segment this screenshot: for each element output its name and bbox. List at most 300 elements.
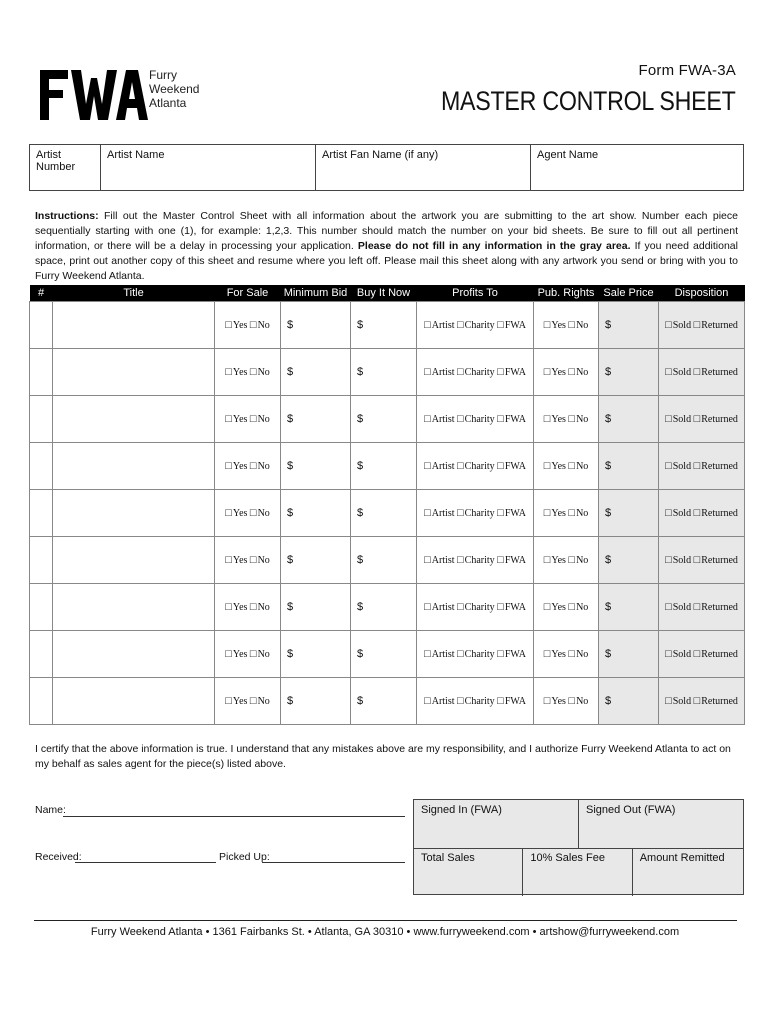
dollar-sign: $ [287,319,294,331]
logo-line-1: Furry [149,68,177,82]
amount-remitted-label: Amount Remitted [639,852,725,864]
title-cell[interactable] [53,537,215,584]
fwa-checkbox[interactable] [497,320,526,331]
pub-rights-cell[interactable] [534,490,599,537]
sales-fee-field[interactable] [523,848,632,896]
col-disposition-header: Disposition [659,285,745,302]
yes-label: Yes [232,508,248,519]
picked-up-label: Picked Up: [219,851,270,863]
charity-label: Charity [464,461,495,472]
profits-to-cell[interactable] [417,349,534,396]
title-cell[interactable] [53,443,215,490]
artist-number-field[interactable] [30,145,101,190]
artist-label: Artist [431,320,455,331]
for-sale-cell[interactable] [215,584,281,631]
disposition-cell [659,631,745,678]
dollar-sign: $ [357,601,364,613]
table-row [30,537,745,584]
instructions-bold: Please do not fill in any information in the gray area. [357,240,631,252]
yes-label: Yes [232,649,248,660]
charity-checkbox[interactable] [457,367,495,378]
agent-name-label: Agent Name [537,149,599,161]
footer-rule [34,920,737,921]
dollar-sign: $ [605,648,612,660]
no-label: No [257,461,270,472]
yes-checkbox[interactable] [544,602,566,613]
for-sale-cell[interactable] [215,396,281,443]
charity-checkbox[interactable] [457,320,495,331]
for-sale-cell[interactable] [215,537,281,584]
artist-checkbox[interactable] [424,555,454,566]
artist-checkbox[interactable] [424,367,454,378]
col-buy-now-header: Buy It Now [351,285,417,302]
pub-rights-cell[interactable] [534,631,599,678]
title-cell[interactable] [53,302,215,349]
yes-label: Yes [551,461,566,472]
buy-now-cell[interactable] [351,302,417,349]
min-bid-cell[interactable] [281,349,351,396]
received-label: Received: [35,851,82,863]
title-cell[interactable] [53,396,215,443]
charity-label: Charity [464,367,495,378]
sale-price-cell [599,584,659,631]
sold-label: Sold [672,555,692,566]
no-checkbox[interactable] [250,555,270,566]
table-row [30,490,745,537]
returned-checkbox [694,555,738,566]
sold-checkbox [665,555,691,566]
fwa-label: FWA [504,461,526,472]
dollar-sign: $ [357,507,364,519]
charity-checkbox[interactable] [457,555,495,566]
min-bid-cell[interactable] [281,584,351,631]
yes-checkbox[interactable] [544,461,566,472]
disposition-cell [659,490,745,537]
dollar-sign: $ [287,695,294,707]
fwa-checkbox[interactable] [497,696,526,707]
pub-rights-cell[interactable] [534,302,599,349]
table-row [30,349,745,396]
artist-label: Artist [431,696,455,707]
artist-label: Artist [431,508,455,519]
yes-checkbox[interactable] [544,649,566,660]
artist-label: Artist [431,649,455,660]
buy-now-cell[interactable] [351,631,417,678]
yes-checkbox[interactable] [544,508,566,519]
fwa-label: FWA [504,508,526,519]
yes-checkbox[interactable] [544,320,566,331]
sale-price-cell [599,631,659,678]
artist-info-table [29,144,744,191]
sale-price-cell [599,396,659,443]
no-checkbox[interactable] [568,602,588,613]
artist-checkbox[interactable] [424,461,454,472]
title-cell[interactable] [53,584,215,631]
yes-checkbox[interactable] [544,367,566,378]
yes-label: Yes [232,367,248,378]
no-checkbox[interactable] [250,367,270,378]
dollar-sign: $ [605,319,612,331]
logo-line-2: Weekend [149,82,200,96]
instructions-text-1: Fill out the Master Control Sheet with all information about the artwork you are submitting to the art show. Number each piece sequentially starting with one (1), for example: 1,2,3. This number should match the number on your bid sheets. Be sure to fill out all pertinent information, or there will be a delay in processing your application. [35,210,738,252]
dollar-sign: $ [357,695,364,707]
buy-now-cell[interactable] [351,678,417,725]
dollar-sign: $ [605,601,612,613]
no-label: No [576,414,589,425]
artist-checkbox[interactable] [424,649,454,660]
charity-checkbox[interactable] [457,508,495,519]
artist-label: Artist [431,461,455,472]
fan-name-label: Artist Fan Name (if any) [322,149,439,161]
artist-checkbox[interactable] [424,414,454,425]
signed-in-label: Signed In (FWA) [421,804,502,816]
artist-checkbox[interactable] [424,696,454,707]
table-row [30,302,745,349]
dollar-sign: $ [357,366,364,378]
artist-label: Artist [431,414,455,425]
yes-label: Yes [551,696,566,707]
sold-checkbox [665,461,691,472]
yes-checkbox[interactable] [225,696,247,707]
profits-to-cell[interactable] [417,678,534,725]
yes-checkbox[interactable] [225,367,247,378]
received-line[interactable] [75,862,216,863]
piece-number-cell[interactable] [30,631,53,678]
fan-name-field[interactable] [316,145,531,190]
piece-number-cell[interactable] [30,537,53,584]
pub-rights-cell[interactable] [534,396,599,443]
no-checkbox[interactable] [250,320,270,331]
dollar-sign: $ [605,507,612,519]
dollar-sign: $ [287,413,294,425]
returned-checkbox [694,461,738,472]
no-checkbox[interactable] [250,602,270,613]
no-checkbox[interactable] [568,649,588,660]
title-cell[interactable] [53,678,215,725]
yes-label: Yes [551,367,566,378]
buy-now-cell[interactable] [351,490,417,537]
for-sale-cell[interactable] [215,490,281,537]
no-label: No [257,367,270,378]
artist-label: Artist [431,555,455,566]
piece-number-cell[interactable] [30,302,53,349]
table-row [30,631,745,678]
profits-to-cell[interactable] [417,302,534,349]
no-label: No [576,649,589,660]
yes-checkbox[interactable] [544,414,566,425]
amount-remitted-field[interactable] [633,848,743,896]
returned-label: Returned [701,555,738,566]
dollar-sign: $ [605,366,612,378]
for-sale-cell[interactable] [215,678,281,725]
col-profits-header: Profits To [417,285,534,302]
min-bid-cell[interactable] [281,396,351,443]
page-title: MASTER CONTROL SHEET [441,86,736,116]
yes-label: Yes [551,414,566,425]
sold-checkbox [665,602,691,613]
title-cell[interactable] [53,490,215,537]
pub-rights-cell[interactable] [534,349,599,396]
min-bid-cell[interactable] [281,631,351,678]
charity-label: Charity [464,602,495,613]
no-checkbox[interactable] [568,461,588,472]
artist-checkbox[interactable] [424,602,454,613]
dollar-sign: $ [357,319,364,331]
sale-price-cell [599,490,659,537]
charity-label: Charity [464,696,495,707]
sold-checkbox [665,649,691,660]
signed-out-field[interactable] [579,800,743,848]
dollar-sign: $ [357,413,364,425]
fwa-logo [38,64,148,122]
disposition-cell [659,537,745,584]
profits-to-cell[interactable] [417,490,534,537]
yes-checkbox[interactable] [225,414,247,425]
profits-to-cell[interactable] [417,584,534,631]
yes-checkbox[interactable] [225,461,247,472]
sales-fee-label: 10% Sales Fee [530,852,605,864]
yes-checkbox[interactable] [225,320,247,331]
no-label: No [257,649,270,660]
profits-to-cell[interactable] [417,537,534,584]
dollar-sign: $ [605,413,612,425]
disposition-cell [659,396,745,443]
col-pub-rights-header: Pub. Rights [534,285,599,302]
fwa-checkbox[interactable] [497,508,526,519]
returned-checkbox [694,602,738,613]
dollar-sign: $ [357,554,364,566]
no-checkbox[interactable] [568,555,588,566]
returned-label: Returned [701,461,738,472]
fwa-office-box [413,799,744,895]
no-checkbox[interactable] [250,508,270,519]
sale-price-cell [599,349,659,396]
picked-up-line[interactable] [262,862,405,863]
sale-price-cell [599,678,659,725]
returned-label: Returned [701,649,738,660]
agent-name-field[interactable] [531,145,743,190]
charity-label: Charity [464,649,495,660]
col-title-header: Title [53,285,215,302]
piece-number-cell[interactable] [30,349,53,396]
yes-checkbox[interactable] [225,508,247,519]
fwa-label: FWA [504,602,526,613]
pub-rights-cell[interactable] [534,678,599,725]
no-checkbox[interactable] [250,696,270,707]
table-row [30,396,745,443]
buy-now-cell[interactable] [351,349,417,396]
sold-label: Sold [672,461,692,472]
returned-checkbox [694,696,738,707]
returned-label: Returned [701,508,738,519]
yes-label: Yes [551,320,566,331]
fwa-checkbox[interactable] [497,555,526,566]
fwa-label: FWA [504,367,526,378]
returned-checkbox [694,649,738,660]
fwa-checkbox[interactable] [497,649,526,660]
no-checkbox[interactable] [568,696,588,707]
sale-price-cell [599,302,659,349]
for-sale-cell[interactable] [215,302,281,349]
office-row-2 [414,848,743,896]
fwa-checkbox[interactable] [497,602,526,613]
no-label: No [257,602,270,613]
yes-checkbox[interactable] [544,555,566,566]
sold-checkbox [665,414,691,425]
instructions-text-2: If you need additional space, print out another copy of this sheet and resume where you left off. Please mail this sheet along with any artwork you send or bring with you to Furry Weekend Atlanta. [35,240,738,282]
dollar-sign: $ [287,648,294,660]
min-bid-cell[interactable] [281,302,351,349]
no-checkbox[interactable] [568,320,588,331]
logo-wordmark [149,68,199,110]
dollar-sign: $ [287,601,294,613]
no-label: No [257,555,270,566]
fwa-checkbox[interactable] [497,367,526,378]
artist-name-field[interactable] [101,145,316,190]
yes-label: Yes [232,320,248,331]
buy-now-cell[interactable] [351,537,417,584]
sold-checkbox [665,367,691,378]
piece-number-cell[interactable] [30,443,53,490]
profits-to-cell[interactable] [417,396,534,443]
no-checkbox[interactable] [250,461,270,472]
charity-label: Charity [464,320,495,331]
yes-label: Yes [232,414,248,425]
no-label: No [576,367,589,378]
min-bid-cell[interactable] [281,678,351,725]
total-sales-field[interactable] [414,848,523,896]
dollar-sign: $ [287,366,294,378]
sold-checkbox [665,320,691,331]
dollar-sign: $ [357,648,364,660]
sold-checkbox [665,696,691,707]
yes-label: Yes [551,508,566,519]
sold-checkbox [665,508,691,519]
sold-label: Sold [672,367,692,378]
pub-rights-cell[interactable] [534,537,599,584]
returned-checkbox [694,320,738,331]
for-sale-cell[interactable] [215,349,281,396]
sale-price-cell [599,537,659,584]
piece-number-cell[interactable] [30,584,53,631]
piece-number-cell[interactable] [30,678,53,725]
no-label: No [576,696,589,707]
min-bid-cell[interactable] [281,490,351,537]
for-sale-cell[interactable] [215,631,281,678]
no-label: No [576,320,589,331]
min-bid-cell[interactable] [281,443,351,490]
sold-label: Sold [672,602,692,613]
no-checkbox[interactable] [250,649,270,660]
artist-checkbox[interactable] [424,508,454,519]
table-row [30,678,745,725]
signed-in-field[interactable] [414,800,579,848]
charity-checkbox[interactable] [457,414,495,425]
buy-now-cell[interactable] [351,396,417,443]
yes-checkbox[interactable] [225,555,247,566]
yes-checkbox[interactable] [544,696,566,707]
piece-number-cell[interactable] [30,396,53,443]
returned-label: Returned [701,367,738,378]
table-row [30,443,745,490]
dollar-sign: $ [605,460,612,472]
charity-checkbox[interactable] [457,602,495,613]
dollar-sign: $ [287,554,294,566]
yes-checkbox[interactable] [225,649,247,660]
dollar-sign: $ [287,460,294,472]
charity-checkbox[interactable] [457,649,495,660]
piece-number-cell[interactable] [30,490,53,537]
no-label: No [576,508,589,519]
charity-checkbox[interactable] [457,696,495,707]
title-cell[interactable] [53,631,215,678]
col-number-header: # [30,285,53,302]
yes-label: Yes [551,649,566,660]
form-number: Form FWA-3A [638,62,736,79]
fwa-label: FWA [504,696,526,707]
disposition-cell [659,302,745,349]
artist-checkbox[interactable] [424,320,454,331]
yes-label: Yes [551,555,566,566]
yes-label: Yes [551,602,566,613]
no-label: No [257,508,270,519]
col-for-sale-header: For Sale [215,285,281,302]
for-sale-cell[interactable] [215,443,281,490]
sale-price-cell [599,443,659,490]
artwork-table [29,285,745,725]
dollar-sign: $ [605,695,612,707]
title-cell[interactable] [53,349,215,396]
no-checkbox[interactable] [250,414,270,425]
charity-checkbox[interactable] [457,461,495,472]
pub-rights-cell[interactable] [534,584,599,631]
fwa-label: FWA [504,555,526,566]
artist-label: Artist [431,602,455,613]
footer-contact: Furry Weekend Atlanta • 1361 Fairbanks St. • Atlanta, GA 30310 • www.furryweekend.com • artshow@furryweekend.com [90,926,680,938]
fwa-checkbox[interactable] [497,461,526,472]
no-checkbox[interactable] [568,367,588,378]
pub-rights-cell[interactable] [534,443,599,490]
sold-label: Sold [672,508,692,519]
buy-now-cell[interactable] [351,584,417,631]
artist-label: Artist [431,367,455,378]
fwa-checkbox[interactable] [497,414,526,425]
returned-label: Returned [701,696,738,707]
min-bid-cell[interactable] [281,537,351,584]
profits-to-cell[interactable] [417,443,534,490]
yes-label: Yes [232,602,248,613]
returned-checkbox [694,367,738,378]
profits-to-cell[interactable] [417,631,534,678]
fwa-label: FWA [504,320,526,331]
instructions-label: Instructions: [35,210,99,222]
returned-label: Returned [701,602,738,613]
dollar-sign: $ [605,554,612,566]
no-label: No [257,696,270,707]
no-label: No [576,461,589,472]
charity-label: Charity [464,555,495,566]
certification-statement: I certify that the above information is true. I understand that any mistakes above are my responsibility, and I authorize Furry Weekend Atlanta to act on my behalf as sales agent for the piece(s) listed above. [35,743,731,770]
artist-name-label: Artist Name [107,149,165,161]
no-checkbox[interactable] [568,508,588,519]
name-label: Name: [35,804,66,816]
name-line[interactable] [63,816,405,817]
yes-label: Yes [232,555,248,566]
no-checkbox[interactable] [568,414,588,425]
buy-now-cell[interactable] [351,443,417,490]
sold-label: Sold [672,320,692,331]
yes-checkbox[interactable] [225,602,247,613]
